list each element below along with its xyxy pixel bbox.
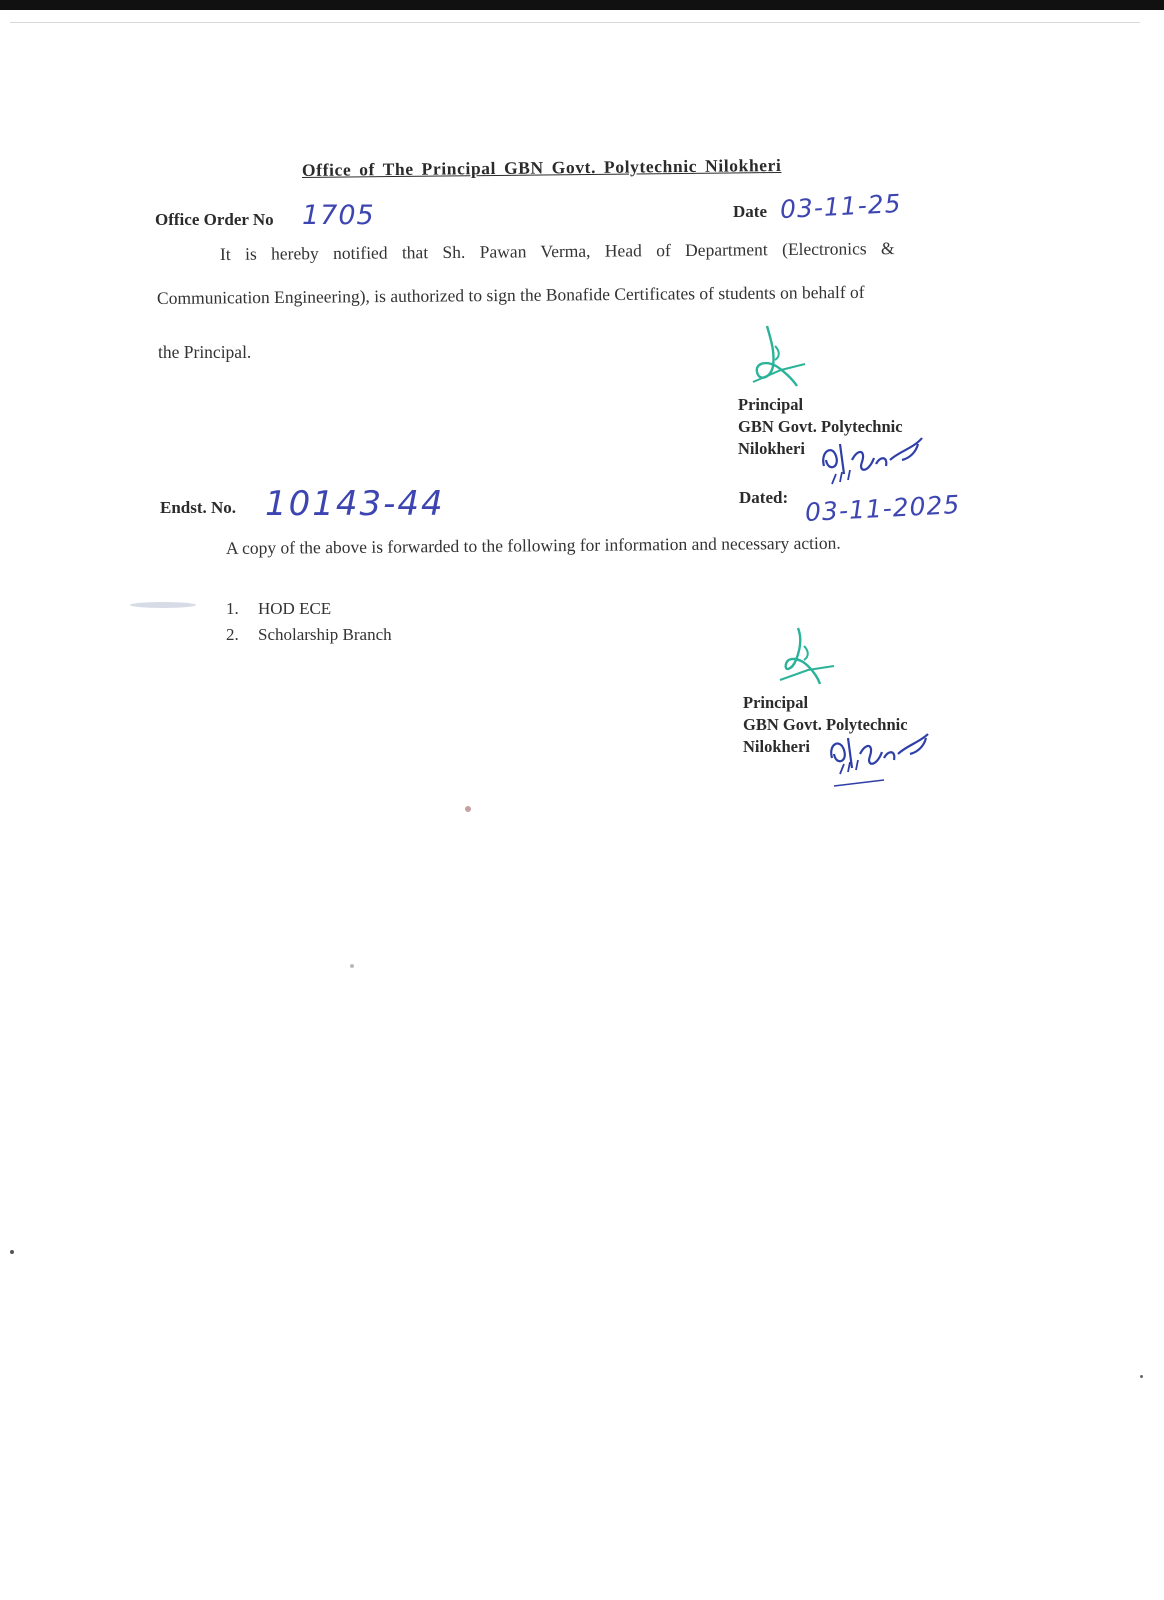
- body-line-1: It is hereby notified that Sh. Pawan Verma, Head of Department (Electronics &: [219, 238, 895, 264]
- endorsement-label: Endst. No.: [160, 498, 237, 517]
- endorsement-number: 10143-44: [265, 484, 445, 524]
- date-handwritten: 03-11-25: [779, 188, 903, 225]
- list-item: 2. Scholarship Branch: [226, 625, 392, 644]
- scan-speck: [350, 964, 354, 968]
- initials-stamp-2: [826, 728, 936, 790]
- body-line-3: the Principal.: [158, 342, 252, 362]
- signatory-place: Nilokheri: [738, 439, 805, 458]
- scan-top-border: [0, 0, 1164, 10]
- page-title: Office of The Principal GBN Govt. Polytechnic Nilokheri: [301, 154, 782, 180]
- scan-speck: [10, 1250, 14, 1254]
- scan-speck: [1140, 1375, 1143, 1378]
- dated-handwritten: 03-11-2025: [804, 489, 961, 528]
- signatory-institution: GBN Govt. Polytechnic: [743, 715, 908, 734]
- recipient-list: [226, 596, 392, 648]
- forward-note: A copy of the above is forwarded to the following for information and necessary action.: [225, 532, 841, 558]
- list-item: 1. HOD ECE: [226, 599, 332, 618]
- date-label: Date: [733, 202, 767, 221]
- body-line-2: Communication Engineering), is authorized to sign the Bonafide Certificates of students on behalf of: [156, 281, 865, 308]
- scan-edge-line: [10, 22, 1140, 23]
- office-order-label: Office Order No: [155, 210, 274, 229]
- signatory-title: Principal: [738, 395, 804, 414]
- dated-label: Dated:: [739, 488, 789, 507]
- office-order-number: 1705: [302, 200, 375, 231]
- scan-smudge: [130, 602, 196, 608]
- signatory-title: Principal: [743, 693, 809, 712]
- signatory-institution: GBN Govt. Polytechnic: [738, 417, 903, 436]
- signatory-place: Nilokheri: [743, 737, 810, 756]
- principal-signature-1: [745, 322, 825, 402]
- scan-speck: [465, 806, 471, 812]
- initials-stamp-1: [818, 430, 928, 490]
